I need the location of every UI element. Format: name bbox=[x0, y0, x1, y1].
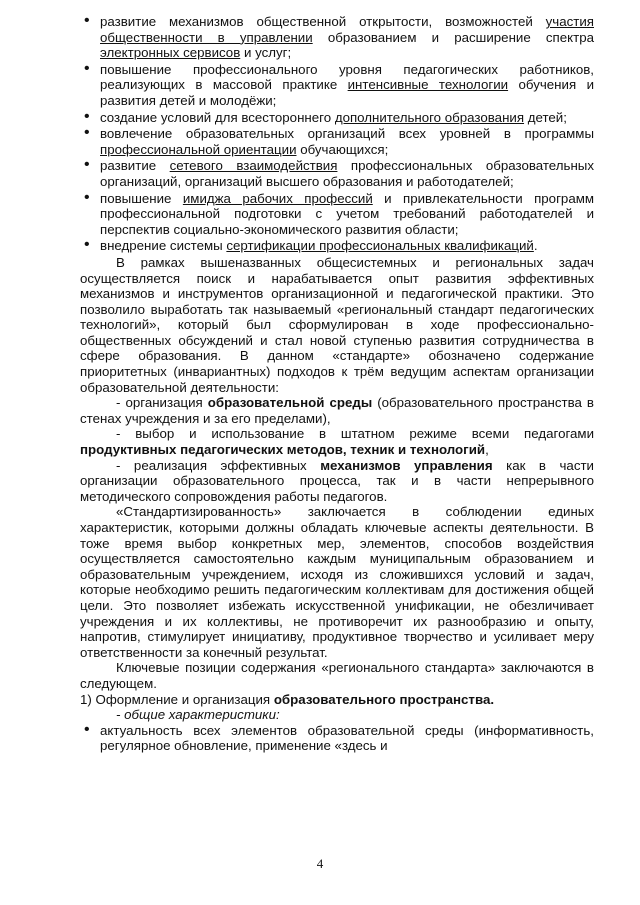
list-item: • повышение профессионального уровня педагогических работников, реализующих в массовой практике интенсивные технологии обучения и развития детей и молодёжи; bbox=[80, 62, 594, 109]
bullet-list-bottom bbox=[80, 723, 594, 754]
section-item-1: 1) Оформление и организация образовательного пространства. bbox=[80, 691, 495, 707]
page-body bbox=[80, 14, 594, 755]
dash-item-2: - выбор и использование в штатном режиме всеми педагогами продуктивных педагогических методов, техник и технологий, bbox=[80, 426, 594, 458]
list-item: • актуальность всех элементов образовательной среды (информативность, регулярное обновление, применение «здесь и bbox=[80, 723, 594, 754]
list-item: • создание условий для всестороннего дополнительного образования детей; bbox=[80, 110, 594, 126]
general-characteristics-label: - общие характеристики: bbox=[116, 707, 280, 723]
list-item: • развитие сетевого взаимодействия профессиональных образовательных организаций, организаций высшего образования и работодателей; bbox=[80, 158, 594, 189]
page-number: 4 bbox=[316, 856, 324, 871]
dash-item-1: - организация образовательной среды (образовательного пространства в стенах учреждения и за его пределами), bbox=[80, 395, 594, 426]
paragraph-1: В рамках вышеназванных общесистемных и региональных задач осуществляется поиск и нарабатывается опыт развития эффективных механизмов и инструментов организационной и педагогической практики. Это позволило выработать так называемый «региональный стандарт педагогических технологий», который был сформулирован в ходе профессионально-общественных обсуждений и стал новой ступенью развития сотрудничества в сфере образования. В данном «стандарте» обозначено содержание приоритетных (инвариантных) подходов к трём ведущим аспектам организации образовательной деятельности: bbox=[80, 254, 594, 395]
list-item: • развитие механизмов общественной открытости, возможностей участия общественности в управлении образованием и расширение спектра электронных сервисов и услуг; bbox=[80, 14, 594, 61]
paragraph-3: Ключевые позиции содержания «регионального стандарта» заключаются в следующем. bbox=[80, 660, 594, 691]
list-item: • внедрение системы сертификации профессиональных квалификаций. bbox=[80, 238, 594, 254]
list-item: • вовлечение образовательных организаций всех уровней в программы профессиональной ориентации обучающихся; bbox=[80, 126, 594, 157]
dash-item-3: - реализация эффективных механизмов управления как в части организации образовательного процесса, так и в части непрерывного методического сопровождения работы педагогов. bbox=[80, 457, 594, 504]
bullet-list bbox=[80, 14, 594, 254]
paragraph-2: «Стандартизированность» заключается в соблюдении единых характеристик, которыми должны обладать ключевые аспекты деятельности. В тоже время выбор конкретных мер, элементов, способов воздействия осуществляется самостоятельно каждым муниципальным образованием и образовательным учреждением, исходя из сложившихся условий и задач, которые необходимо решить педагогическим коллективам для достижения общей цели. Это позволяет избежать искусственной унификации, не обезличивает учреждения и их коллективы, не противоречит их разнообразию и опыту, напротив, стимулирует инициативу, продуктивное творчество и усиливает меру ответственности за конечный результат. bbox=[80, 504, 594, 660]
list-item: • повышение имиджа рабочих профессий и привлекательности программ профессиональной подготовки с учетом требований работодателей и перспектив социально-экономического развития области; bbox=[80, 191, 594, 238]
